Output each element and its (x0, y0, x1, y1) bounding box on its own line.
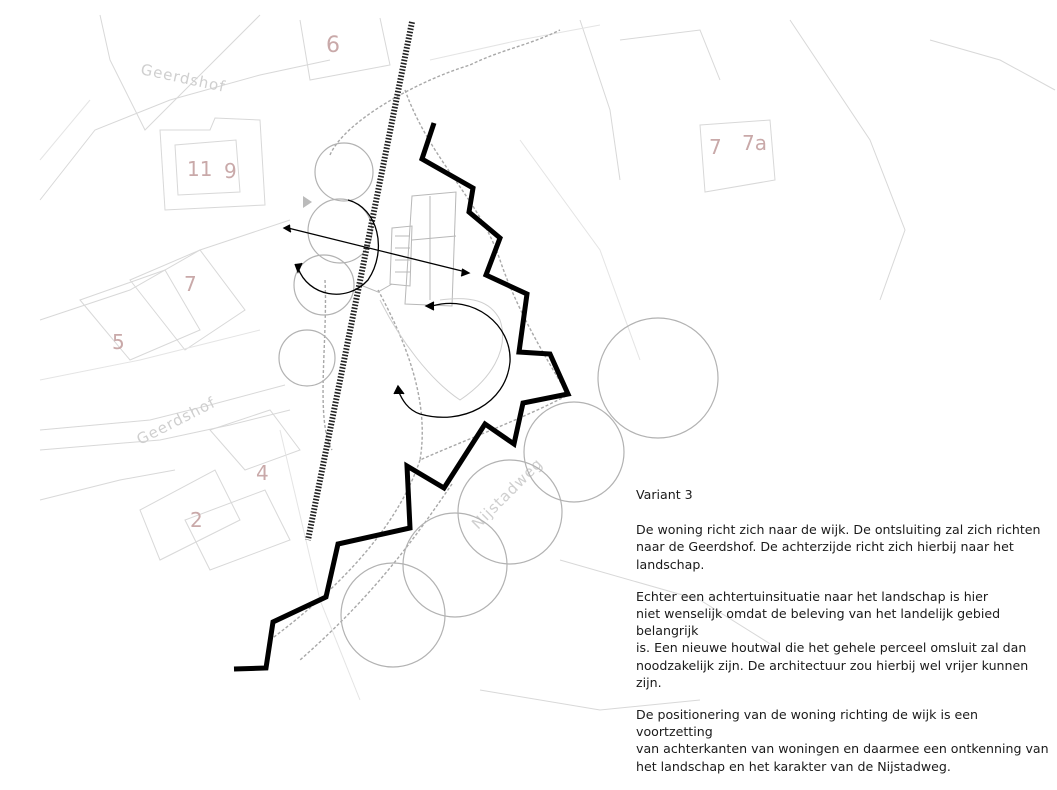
arrow-head-icon (295, 263, 302, 272)
tree-canopy (458, 460, 562, 564)
tree-canopy (403, 513, 507, 617)
tree-canopy (308, 199, 372, 263)
plot-number-7-east: 7 (709, 135, 722, 159)
plot-number-2: 2 (190, 508, 203, 532)
plot-number-11: 11 (187, 157, 213, 181)
property-lines (40, 25, 640, 700)
tree-canopy (279, 330, 335, 386)
hedge-outline (270, 30, 568, 660)
rotation-arrow-south (398, 303, 510, 417)
plot-number-6: 6 (326, 33, 340, 58)
caption-title: Variant 3 (636, 487, 693, 502)
plot-number-7: 7 (184, 272, 197, 296)
arrow-head-icon (284, 225, 291, 232)
view-arrows (284, 200, 510, 417)
arrow-head-icon (426, 302, 434, 310)
street-label-geerdshof-south: Geerdshof (133, 393, 219, 449)
street-label-nijstadweg: Nijstadweg (468, 454, 547, 533)
plot-number-5: 5 (112, 330, 125, 354)
caption-paragraph-1: De woning richt zich naar de wijk. De ontsluiting zal zich richten naar de Geerdshof. De achterzijde richt zich hierbij naar het landschap. (636, 522, 1041, 572)
arrow-head-icon (394, 386, 404, 394)
tree-canopy (524, 402, 624, 502)
tree-canopy (315, 143, 373, 201)
plot-number-9: 9 (224, 159, 237, 183)
entrance-marker-icon (303, 196, 312, 208)
plot-number-7a: 7a (742, 131, 767, 155)
plot-number-4: 4 (256, 461, 269, 485)
plot-numbers (112, 33, 767, 532)
arrow-head-icon (461, 269, 469, 276)
caption-paragraph-2: Echter een achtertuinsituatie naar het landschap is hier niet wenselijk omdat de beleving van het landelijk gebied belangrijk is. Een nieuwe houtwal die het gehele perceel omsluit zal dan noodzakelijk zijn. De architectuur zou hierbij wel vrijer kunnen zijn. (636, 588, 1029, 690)
tree-canopy (294, 255, 354, 315)
tree-canopy (598, 318, 718, 438)
tree-canopy (341, 563, 445, 667)
variant-caption (636, 486, 1051, 790)
dashed-axis-line (308, 22, 412, 540)
caption-paragraph-3: De positionering van de woning richting de wijk is een voortzetting van achterkanten van woningen en daarmee een ontkenning van het landschap en het karakter van de Nijstadweg. (636, 707, 1049, 774)
street-label-geerdshof-north: Geerdshof (139, 60, 228, 96)
